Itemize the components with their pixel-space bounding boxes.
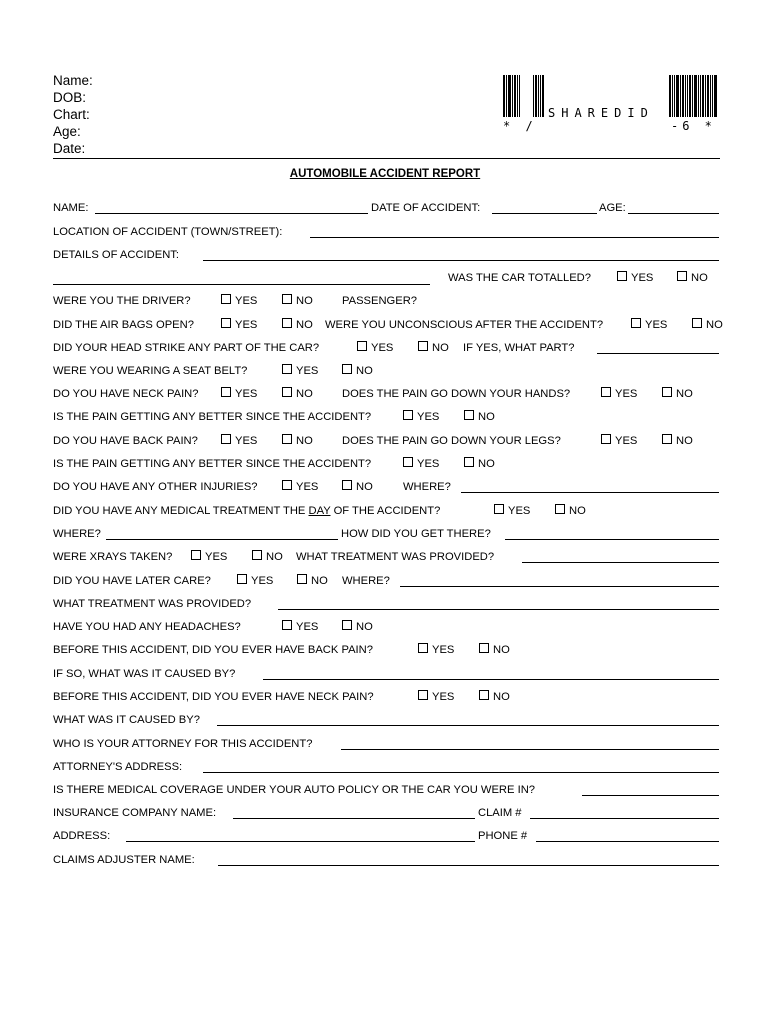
date-of-accident-label: DATE OF ACCIDENT: [371, 202, 481, 214]
later-care-yes[interactable]: YES [237, 574, 273, 588]
passenger-label: PASSENGER? [342, 295, 418, 307]
row-medical-coverage [0, 783, 770, 799]
row-headaches [0, 620, 770, 636]
row-claims-adjuster [0, 853, 770, 869]
pain-hands-no[interactable]: NO [662, 387, 693, 401]
later-care-where-label: WHERE? [342, 575, 390, 587]
medical-treatment-no[interactable]: NO [555, 504, 586, 518]
row-insurance-address [0, 829, 770, 845]
later-care-label: DID YOU HAVE LATER CARE? [53, 575, 211, 587]
barcode-text: SHAREDID [548, 106, 654, 120]
row-neck-pain [0, 387, 770, 403]
other-injuries-yes[interactable]: YES [282, 480, 318, 494]
row-back-better [0, 457, 770, 473]
medical-treatment-label: DID YOU HAVE ANY MEDICAL TREATMENT THE DAY OF THE ACCIDENT? [53, 505, 441, 517]
pain-hands-yes[interactable]: YES [601, 387, 637, 401]
how-get-there-label: HOW DID YOU GET THERE? [341, 528, 491, 540]
row-prior-back-pain [0, 643, 770, 659]
neck-better-no[interactable]: NO [464, 410, 495, 424]
header-age-label: Age: [53, 124, 81, 139]
row-attorney [0, 737, 770, 753]
back-cause-label: IF SO, WHAT WAS IT CAUSED BY? [53, 668, 236, 680]
seat-belt-yes[interactable]: YES [282, 364, 318, 378]
claim-number-field[interactable] [530, 818, 719, 819]
row-neck-better [0, 410, 770, 426]
name-field[interactable] [95, 213, 368, 214]
row-back-cause [0, 667, 770, 683]
medical-treatment-yes[interactable]: YES [494, 504, 530, 518]
later-treatment-field[interactable] [278, 609, 719, 610]
prior-back-pain-no[interactable]: NO [479, 643, 510, 657]
row-details [0, 248, 770, 264]
claims-adjuster-field[interactable] [218, 865, 719, 866]
car-totalled-label: WAS THE CAR TOTALLED? [448, 272, 591, 284]
location-label: LOCATION OF ACCIDENT (TOWN/STREET): [53, 226, 283, 238]
row-name [0, 201, 770, 217]
xrays-yes[interactable]: YES [191, 550, 227, 564]
headaches-no[interactable]: NO [342, 620, 373, 634]
header-divider [53, 158, 720, 159]
driver-no[interactable]: NO [282, 294, 313, 308]
driver-label: WERE YOU THE DRIVER? [53, 295, 191, 307]
pain-legs-label: DOES THE PAIN GO DOWN YOUR LEGS? [342, 435, 561, 447]
how-get-there-field[interactable] [505, 539, 719, 540]
xrays-label: WERE XRAYS TAKEN? [53, 551, 173, 563]
age-label: AGE: [599, 202, 626, 214]
injuries-where-label: WHERE? [403, 481, 451, 493]
pain-legs-no[interactable]: NO [662, 434, 693, 448]
pain-hands-label: DOES THE PAIN GO DOWN YOUR HANDS? [342, 388, 571, 400]
what-part-label: IF YES, WHAT PART? [463, 342, 575, 354]
details-label: DETAILS OF ACCIDENT: [53, 249, 179, 261]
row-later-treatment [0, 597, 770, 613]
neck-cause-field[interactable] [217, 725, 719, 726]
headaches-label: HAVE YOU HAD ANY HEADACHES? [53, 621, 241, 633]
details-field[interactable] [203, 260, 719, 261]
row-insurance [0, 806, 770, 822]
car-totalled-no[interactable]: NO [677, 271, 708, 285]
insurance-address-label: ADDRESS: [53, 830, 111, 842]
later-care-no[interactable]: NO [297, 574, 328, 588]
unconscious-yes[interactable]: YES [631, 318, 667, 332]
row-location [0, 225, 770, 241]
car-totalled-yes[interactable]: YES [617, 271, 653, 285]
row-car-totalled [0, 271, 770, 287]
air-bags-no[interactable]: NO [282, 318, 313, 332]
neck-better-label: IS THE PAIN GETTING ANY BETTER SINCE THE ACCIDENT? [53, 411, 372, 423]
back-better-label: IS THE PAIN GETTING ANY BETTER SINCE THE ACCIDENT? [53, 458, 372, 470]
claim-number-label: CLAIM # [478, 807, 522, 819]
medical-coverage-label: IS THERE MEDICAL COVERAGE UNDER YOUR AUTO POLICY OR THE CAR YOU WERE IN? [53, 784, 535, 796]
row-prior-neck-pain [0, 690, 770, 706]
header-name-label: Name: [53, 73, 93, 88]
row-medical-treatment [0, 504, 770, 520]
barcode-bars-middle [533, 75, 545, 117]
treatment-where-field[interactable] [106, 539, 338, 540]
air-bags-label: DID THE AIR BAGS OPEN? [53, 319, 194, 331]
header-dob-label: DOB: [53, 90, 87, 105]
later-treatment-label: WHAT TREATMENT WAS PROVIDED? [53, 598, 252, 610]
back-better-yes[interactable]: YES [403, 457, 439, 471]
barcode-bars-left [503, 75, 521, 117]
age-field[interactable] [628, 213, 719, 214]
headaches-yes[interactable]: YES [282, 620, 318, 634]
treatment-provided-label: WHAT TREATMENT WAS PROVIDED? [296, 551, 495, 563]
air-bags-yes[interactable]: YES [221, 318, 257, 332]
insurance-company-label: INSURANCE COMPANY NAME: [53, 807, 217, 819]
row-air-bags [0, 318, 770, 334]
row-attorney-address [0, 760, 770, 776]
what-part-field[interactable] [597, 353, 719, 354]
neck-cause-label: WHAT WAS IT CAUSED BY? [53, 714, 200, 726]
back-pain-yes[interactable]: YES [221, 434, 257, 448]
row-later-care [0, 574, 770, 590]
name-label: NAME: [53, 202, 89, 214]
header-chart-label: Chart: [53, 107, 90, 122]
xrays-no[interactable]: NO [252, 550, 283, 564]
date-of-accident-field[interactable] [492, 213, 597, 214]
seat-belt-no[interactable]: NO [342, 364, 373, 378]
barcode [503, 75, 717, 135]
phone-field[interactable] [536, 841, 719, 842]
row-back-pain [0, 434, 770, 450]
seat-belt-label: WERE YOU WEARING A SEAT BELT? [53, 365, 248, 377]
claims-adjuster-label: CLAIMS ADJUSTER NAME: [53, 854, 195, 866]
insurance-company-field[interactable] [233, 818, 475, 819]
phone-label: PHONE # [478, 830, 528, 842]
neck-pain-yes[interactable]: YES [221, 387, 257, 401]
unconscious-no[interactable]: NO [692, 318, 723, 332]
pain-legs-yes[interactable]: YES [601, 434, 637, 448]
back-cause-field[interactable] [263, 679, 719, 680]
head-strike-no[interactable]: NO [418, 341, 449, 355]
back-better-no[interactable]: NO [464, 457, 495, 471]
driver-yes[interactable]: YES [221, 294, 257, 308]
treatment-provided-field[interactable] [522, 562, 719, 563]
prior-neck-pain-no[interactable]: NO [479, 690, 510, 704]
prior-back-pain-yes[interactable]: YES [418, 643, 454, 657]
neck-better-yes[interactable]: YES [403, 410, 439, 424]
treatment-where-label: WHERE? [53, 528, 101, 540]
form-title: AUTOMOBILE ACCIDENT REPORT [289, 168, 481, 180]
attorney-address-field[interactable] [203, 772, 719, 773]
barcode-left-marks: * / [503, 119, 537, 133]
insurance-address-field[interactable] [126, 841, 475, 842]
neck-pain-label: DO YOU HAVE NECK PAIN? [53, 388, 199, 400]
prior-neck-pain-yes[interactable]: YES [418, 690, 454, 704]
details-field-continued[interactable] [53, 284, 430, 285]
attorney-field[interactable] [341, 749, 719, 750]
header-date-label: Date: [53, 141, 86, 156]
row-head-strike [0, 341, 770, 357]
location-field[interactable] [310, 237, 719, 238]
row-other-injuries [0, 480, 770, 496]
other-injuries-label: DO YOU HAVE ANY OTHER INJURIES? [53, 481, 258, 493]
row-driver [0, 294, 770, 310]
attorney-label: WHO IS YOUR ATTORNEY FOR THIS ACCIDENT? [53, 738, 313, 750]
later-care-where-field[interactable] [400, 586, 719, 587]
medical-coverage-field[interactable] [582, 795, 719, 796]
prior-back-pain-label: BEFORE THIS ACCIDENT, DID YOU EVER HAVE BACK PAIN? [53, 644, 373, 656]
barcode-bars-right [669, 75, 718, 117]
head-strike-label: DID YOUR HEAD STRIKE ANY PART OF THE CAR? [53, 342, 320, 354]
head-strike-yes[interactable]: YES [357, 341, 393, 355]
back-pain-no[interactable]: NO [282, 434, 313, 448]
barcode-right-marks: -6 * [671, 119, 716, 133]
injuries-where-field[interactable] [461, 492, 719, 493]
row-xrays [0, 550, 770, 566]
row-neck-cause [0, 713, 770, 729]
back-pain-label: DO YOU HAVE BACK PAIN? [53, 435, 198, 447]
other-injuries-no[interactable]: NO [342, 480, 373, 494]
unconscious-label: WERE YOU UNCONSCIOUS AFTER THE ACCIDENT? [325, 319, 604, 331]
row-seat-belt [0, 364, 770, 380]
neck-pain-no[interactable]: NO [282, 387, 313, 401]
attorney-address-label: ATTORNEY'S ADDRESS: [53, 761, 183, 773]
row-treatment-where [0, 527, 770, 543]
prior-neck-pain-label: BEFORE THIS ACCIDENT, DID YOU EVER HAVE NECK PAIN? [53, 691, 374, 703]
